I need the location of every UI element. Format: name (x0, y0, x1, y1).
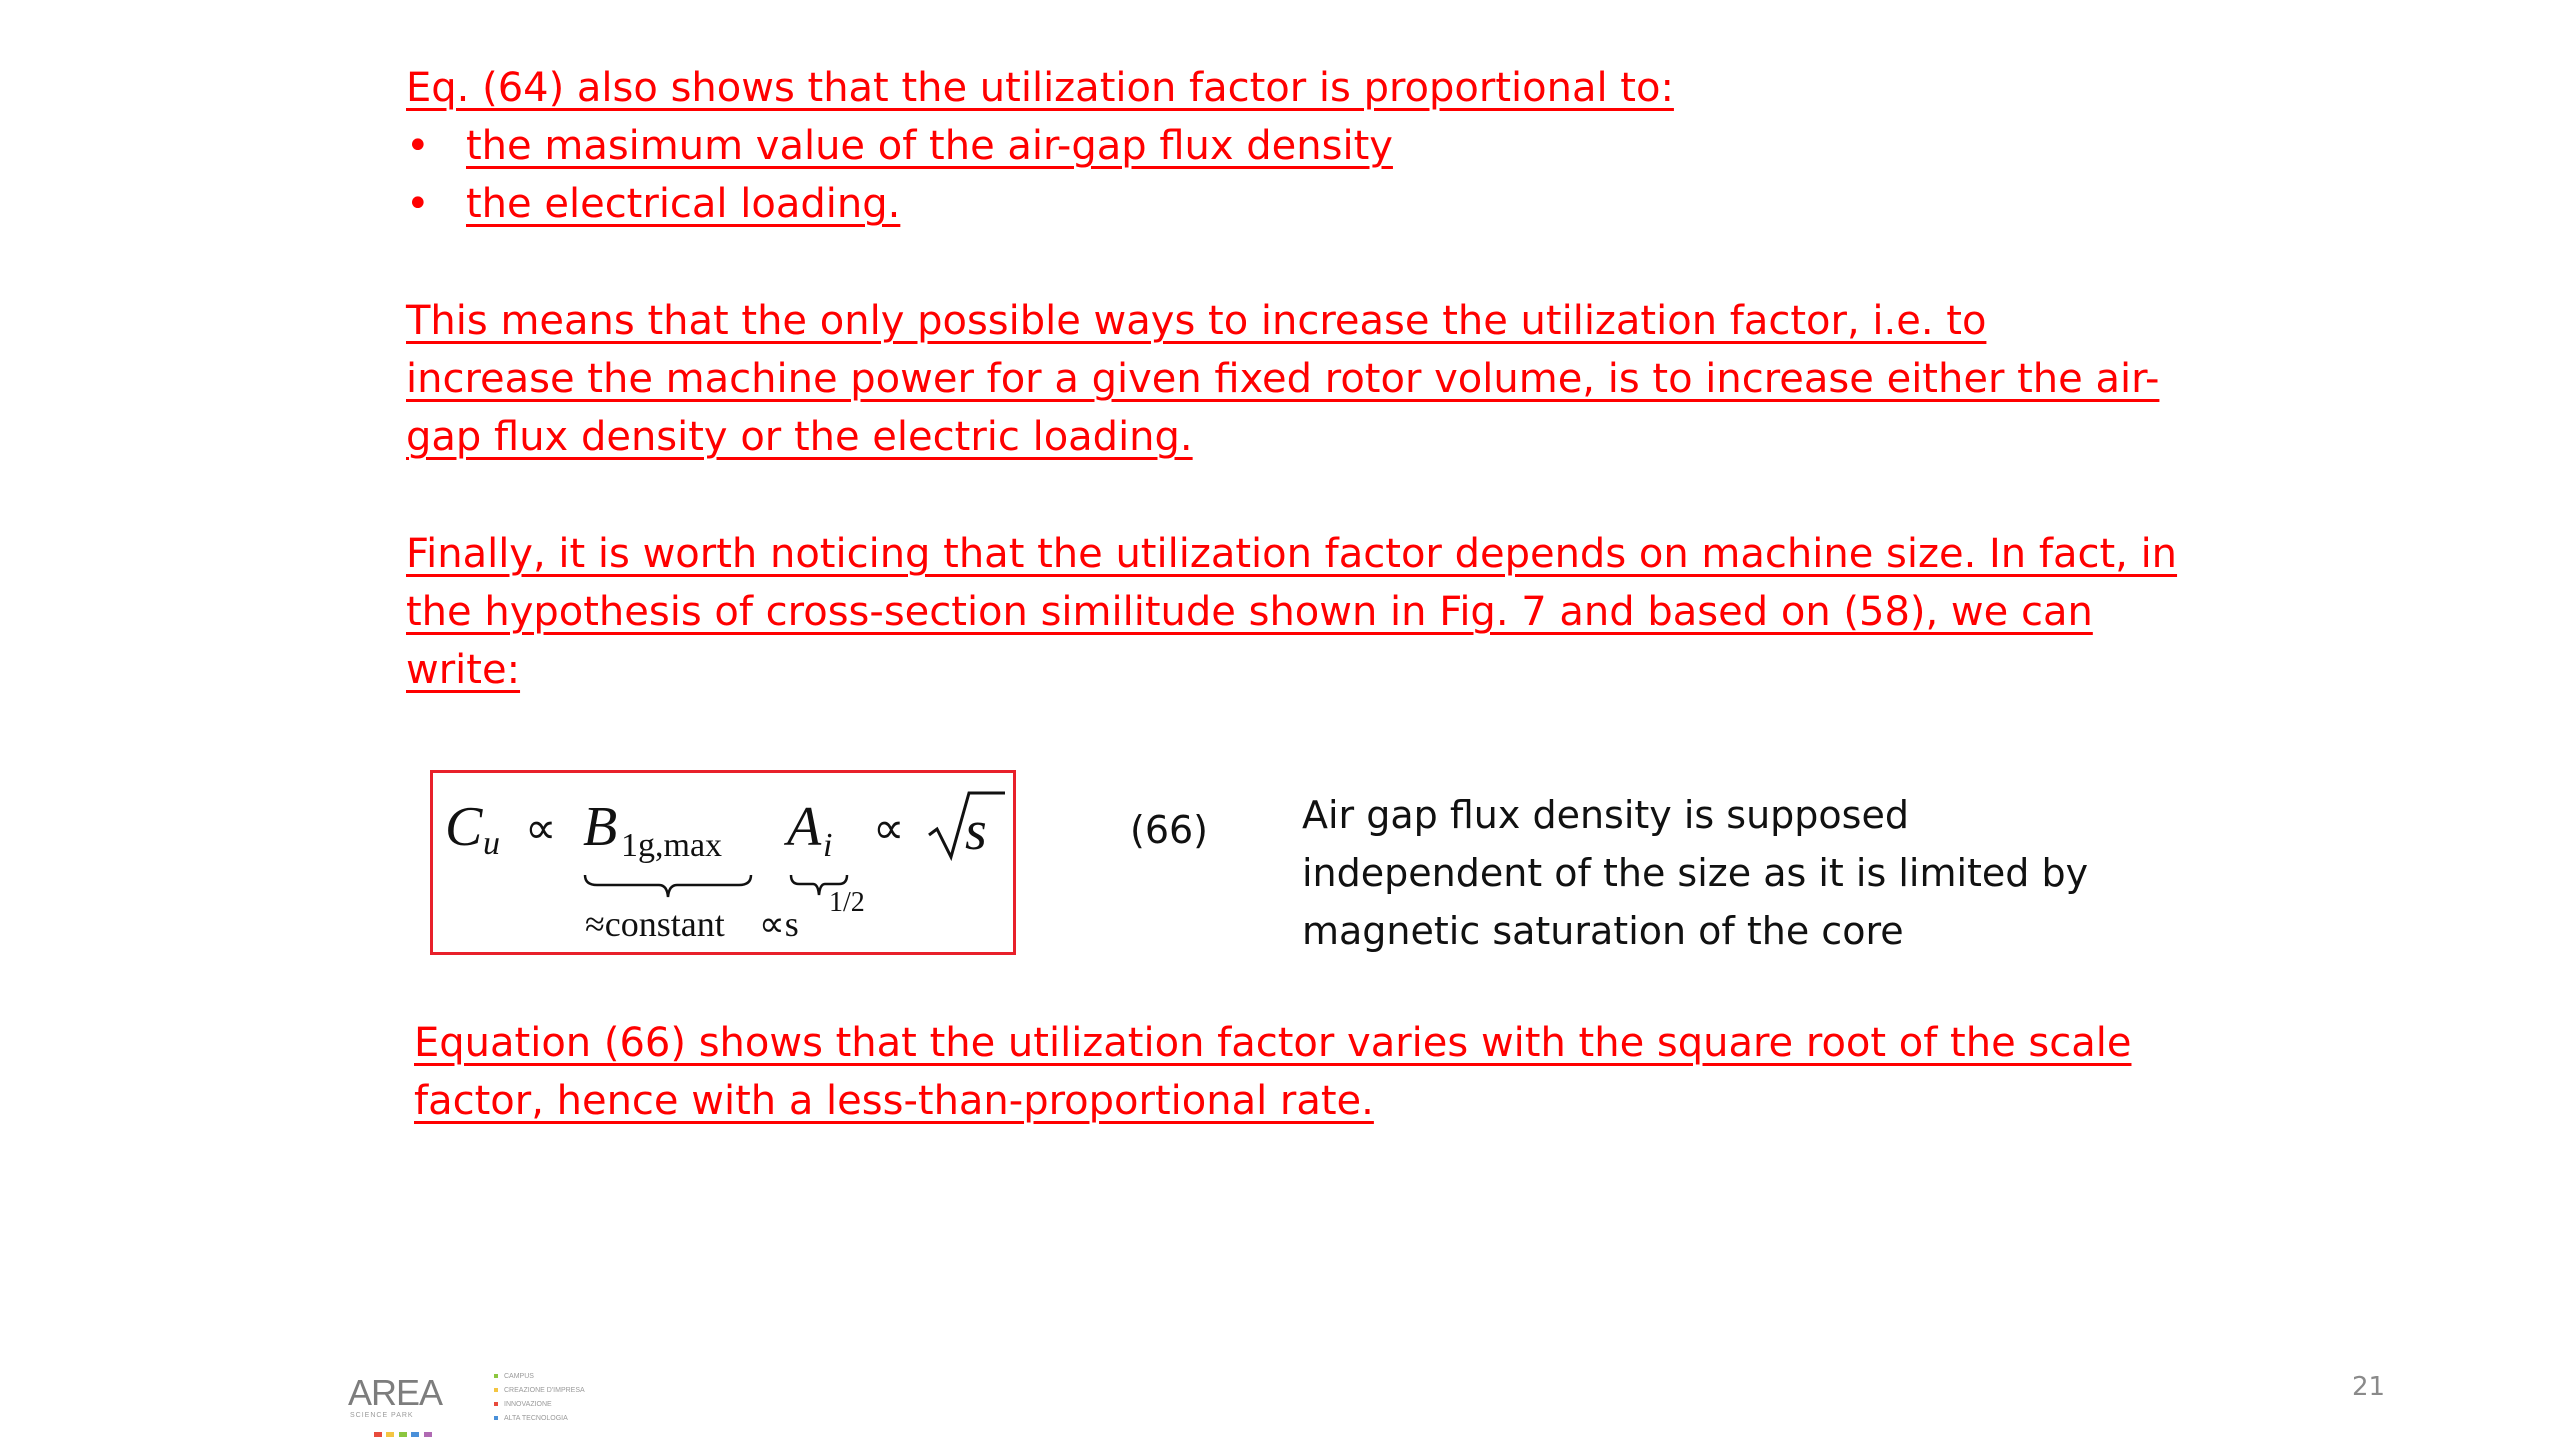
eq-b: B (583, 796, 618, 858)
logo-bar (386, 1432, 394, 1437)
bullet-item (406, 117, 2206, 175)
logo-menu-item: CREAZIONE D'IMPRESA (494, 1384, 585, 1398)
bullet-dot: • (406, 123, 430, 169)
intro-line: Eq. (64) also shows that the utilization factor is proportional to: (406, 65, 1674, 111)
eq-a: A (787, 796, 822, 858)
logo-bar (424, 1432, 432, 1437)
logo-wordmark: AREA (348, 1372, 443, 1413)
eq-under-a: ∝s (759, 904, 799, 944)
intro-block (406, 59, 2206, 233)
logo-bar (399, 1432, 407, 1437)
eq-prop-1: ∝ (525, 804, 557, 853)
logo-menu-item: ALTA TECNOLOGIA (494, 1412, 585, 1426)
eq-under-a-exp: 1/2 (829, 887, 865, 918)
underbrace-b (583, 873, 753, 901)
logo-menu (494, 1370, 585, 1426)
logo-color-bars (374, 1424, 432, 1442)
eq-prop-2: ∝ (873, 804, 905, 853)
logo-tagline: SCIENCE PARK (350, 1412, 414, 1419)
paragraph-utilization-means: This means that the only possible ways to increase the utilization factor, i.e. to increase the machine power for a given fixed rotor volume, is to increase either the air-gap flux density or the electric loading. (406, 298, 2160, 460)
page-number: 21 (2352, 1372, 2386, 1402)
eq-sqrt-arg: s (965, 800, 987, 862)
logo-menu-item: CAMPUS (494, 1370, 585, 1384)
bullet-text: the electrical loading. (466, 181, 901, 227)
bullet-dot: • (406, 181, 430, 227)
area-science-park-logo (348, 1366, 648, 1432)
logo-bar (374, 1432, 382, 1437)
paragraph-square-root: Equation (66) shows that the utilization factor varies with the square root of the scale factor, hence with a less-than-proportional rate. (414, 1020, 2132, 1124)
eq-c: C (445, 796, 483, 858)
eq-b-sub: 1g,max (621, 827, 723, 864)
eq-c-sub: u (483, 825, 500, 862)
paragraph-size-dependence: Finally, it is worth noticing that the utilization factor depends on machine size. In fact, in the hypothesis of cross-section similitude shown in Fig. 7 and based on (58), we can write: (406, 531, 2178, 693)
equation-box (430, 770, 1016, 955)
equation-number: (66) (1130, 808, 1209, 852)
bullet-item (406, 175, 2206, 233)
eq-under-b: ≈constant (585, 904, 725, 944)
logo-bar (411, 1432, 419, 1437)
equation-note: Air gap flux density is supposed independent of the size as it is limited by magnetic saturation of the core (1302, 793, 2089, 953)
bullet-text: the masimum value of the air-gap flux density (466, 123, 1393, 169)
logo-menu-item: INNOVAZIONE (494, 1398, 585, 1412)
eq-a-sub: i (823, 827, 833, 864)
